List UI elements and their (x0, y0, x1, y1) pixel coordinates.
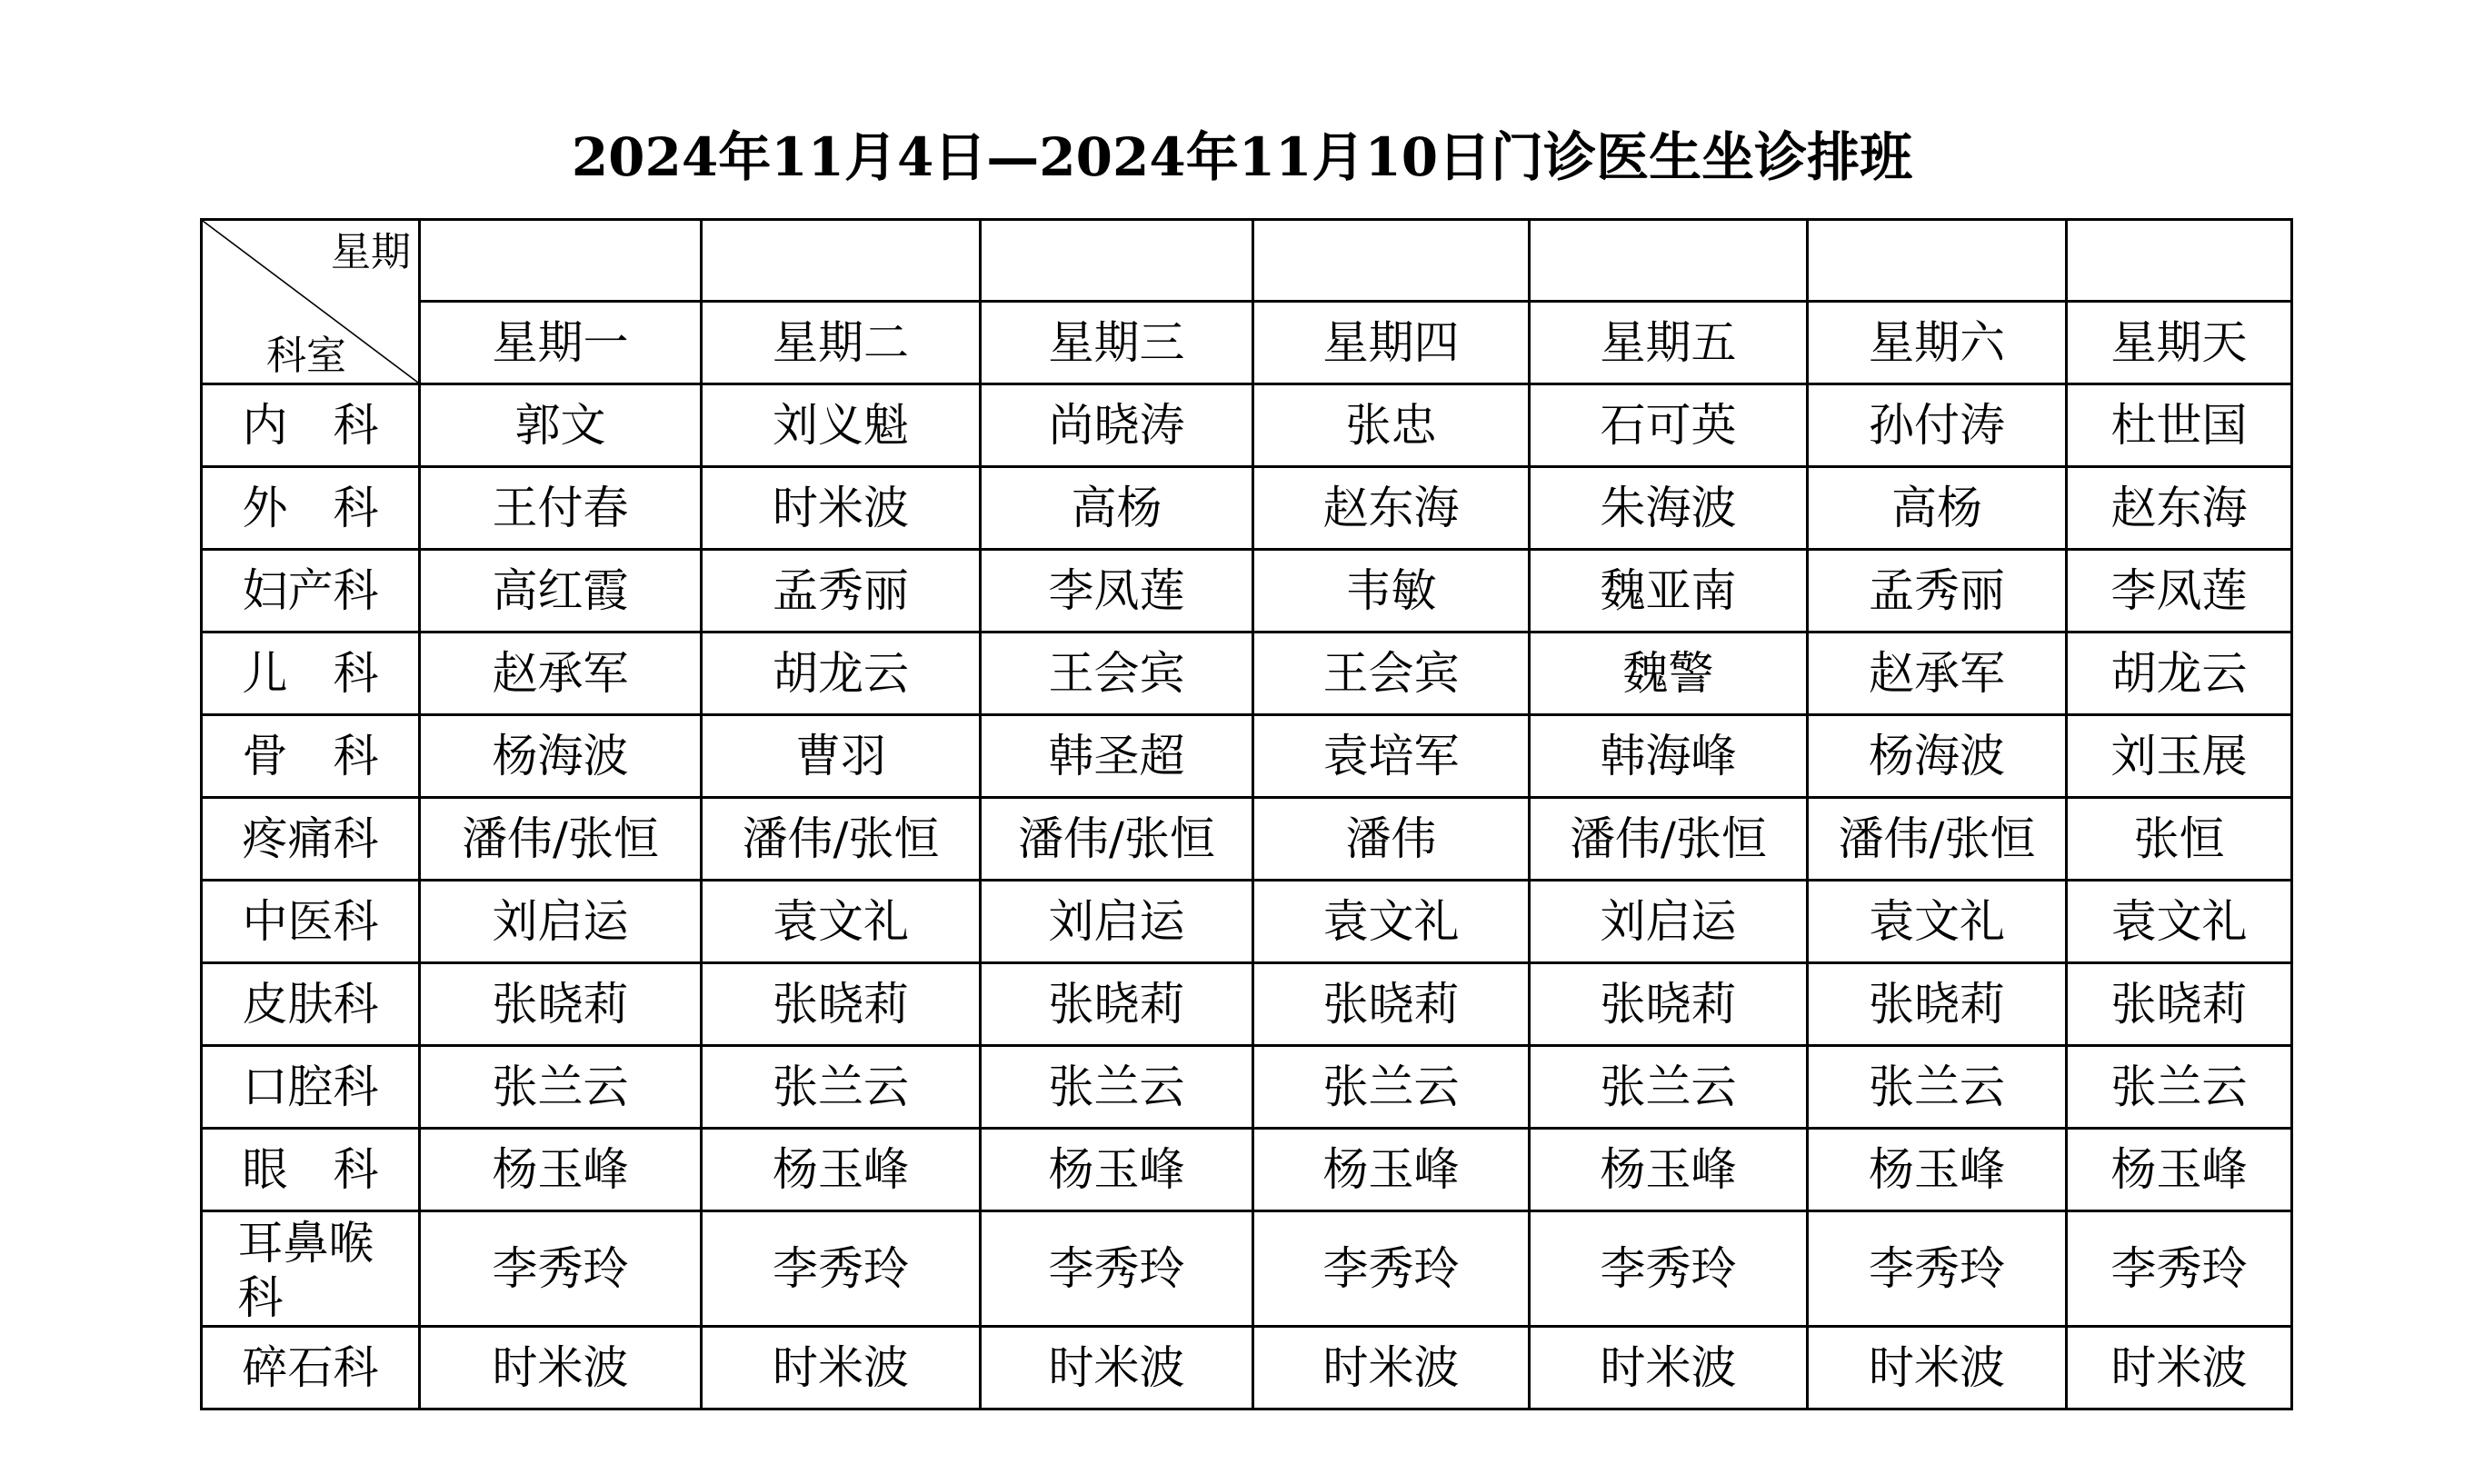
doctor-cell: 刘启运 (981, 881, 1253, 963)
doctor-cell: 袁培军 (1253, 715, 1530, 798)
weekday-header-mon: 星期一 (420, 302, 702, 384)
table-row (202, 550, 2292, 632)
department-cell (202, 1046, 420, 1129)
doctor-cell: 张兰云 (2067, 1046, 2292, 1129)
doctor-cell: 张兰云 (1253, 1046, 1530, 1129)
doctor-cell: 张晓莉 (2067, 963, 2292, 1046)
doctor-cell: 张兰云 (1808, 1046, 2067, 1129)
department-label: 口腔科 (242, 1061, 379, 1113)
department-cell (202, 715, 420, 798)
doctor-cell: 张晓莉 (1530, 963, 1808, 1046)
doctor-cell: 杨海波 (420, 715, 702, 798)
doctor-cell: 时米波 (2067, 1327, 2292, 1409)
table-row (202, 963, 2292, 1046)
department-cell (202, 467, 420, 550)
empty-header-cell (981, 220, 1253, 302)
doctor-cell: 张忠 (1253, 384, 1530, 467)
doctor-cell: 张兰云 (1530, 1046, 1808, 1129)
doctor-cell: 杨玉峰 (1253, 1129, 1530, 1211)
department-cell (202, 632, 420, 715)
table-row (202, 467, 2292, 550)
doctor-cell: 时米波 (1530, 1327, 1808, 1409)
doctor-cell: 袁文礼 (2067, 881, 2292, 963)
doctor-cell: 杨玉峰 (2067, 1129, 2292, 1211)
doctor-cell: 尚晓涛 (981, 384, 1253, 467)
weekday-header-wed: 星期三 (981, 302, 1253, 384)
department-label: 碎石科 (242, 1341, 379, 1394)
doctor-cell: 潘伟 (1253, 798, 1530, 881)
doctor-cell: 李秀玲 (981, 1211, 1253, 1327)
doctor-cell: 杨玉峰 (1808, 1129, 2067, 1211)
department-cell (202, 550, 420, 632)
doctor-cell: 韩圣超 (981, 715, 1253, 798)
doctor-cell: 胡龙云 (2067, 632, 2292, 715)
doctor-cell: 赵东海 (2067, 467, 2292, 550)
doctor-cell: 王付春 (420, 467, 702, 550)
doctor-cell: 李秀玲 (702, 1211, 981, 1327)
doctor-cell: 时米波 (702, 467, 981, 550)
doctor-cell: 高红霞 (420, 550, 702, 632)
weekday-header-tue: 星期二 (702, 302, 981, 384)
header-top-row (202, 220, 2292, 302)
department-label: 儿 科 (242, 647, 379, 700)
doctor-cell: 刘义魁 (702, 384, 981, 467)
corner-header-cell (202, 220, 420, 384)
table-row (202, 632, 2292, 715)
weekday-header-row (202, 302, 2292, 384)
doctor-cell: 石可英 (1530, 384, 1808, 467)
weekday-header-thu: 星期四 (1253, 302, 1530, 384)
department-cell (202, 1327, 420, 1409)
doctor-cell: 高杨 (1808, 467, 2067, 550)
weekday-header-sat: 星期六 (1808, 302, 2067, 384)
table-row (202, 798, 2292, 881)
doctor-cell: 曹羽 (702, 715, 981, 798)
doctor-cell: 袁文礼 (1253, 881, 1530, 963)
doctor-cell: 时米波 (702, 1327, 981, 1409)
empty-header-cell (702, 220, 981, 302)
doctor-cell: 赵承军 (420, 632, 702, 715)
department-label: 皮肤科 (242, 978, 379, 1031)
table-row (202, 881, 2292, 963)
doctor-cell: 张晓莉 (1253, 963, 1530, 1046)
doctor-cell: 李秀玲 (1253, 1211, 1530, 1327)
doctor-cell: 杨玉峰 (420, 1129, 702, 1211)
weekday-header-sun: 星期天 (2067, 302, 2292, 384)
doctor-cell: 时米波 (1808, 1327, 2067, 1409)
doctor-cell: 袁文礼 (702, 881, 981, 963)
table-row (202, 1129, 2292, 1211)
doctor-cell: 孟秀丽 (1808, 550, 2067, 632)
doctor-cell: 孙付涛 (1808, 384, 2067, 467)
department-cell (202, 881, 420, 963)
doctor-cell: 潘伟/张恒 (702, 798, 981, 881)
table-row (202, 1046, 2292, 1129)
doctor-cell: 李秀玲 (1530, 1211, 1808, 1327)
department-cell (202, 1129, 420, 1211)
doctor-cell: 张晓莉 (702, 963, 981, 1046)
doctor-cell: 王会宾 (981, 632, 1253, 715)
table-row (202, 715, 2292, 798)
weekday-header-fri: 星期五 (1530, 302, 1808, 384)
doctor-cell: 魏警 (1530, 632, 1808, 715)
doctor-cell: 王会宾 (1253, 632, 1530, 715)
doctor-cell: 杨玉峰 (1530, 1129, 1808, 1211)
doctor-cell: 李凤莲 (981, 550, 1253, 632)
doctor-cell: 潘伟/张恒 (1808, 798, 2067, 881)
department-label: 内 科 (242, 399, 379, 452)
department-label: 中医科 (242, 895, 379, 948)
doctor-cell: 杨玉峰 (981, 1129, 1253, 1211)
doctor-cell: 郭文 (420, 384, 702, 467)
schedule-table (200, 218, 2293, 1410)
empty-header-cell (420, 220, 702, 302)
doctor-cell: 张兰云 (981, 1046, 1253, 1129)
doctor-cell: 胡龙云 (702, 632, 981, 715)
doctor-cell: 李凤莲 (2067, 550, 2292, 632)
doctor-cell: 潘伟/张恒 (420, 798, 702, 881)
doctor-cell: 朱海波 (1530, 467, 1808, 550)
doctor-cell: 张兰云 (420, 1046, 702, 1129)
department-cell (202, 1211, 420, 1327)
doctor-cell: 张恒 (2067, 798, 2292, 881)
doctor-cell: 韩海峰 (1530, 715, 1808, 798)
doctor-cell: 时米波 (420, 1327, 702, 1409)
doctor-cell: 刘启运 (1530, 881, 1808, 963)
doctor-cell: 赵承军 (1808, 632, 2067, 715)
department-cell (202, 384, 420, 467)
doctor-cell: 李秀玲 (1808, 1211, 2067, 1327)
doctor-cell: 李秀玲 (420, 1211, 702, 1327)
empty-header-cell (1253, 220, 1530, 302)
doctor-cell: 刘玉展 (2067, 715, 2292, 798)
doctor-cell: 潘伟/张恒 (1530, 798, 1808, 881)
doctor-cell: 袁文礼 (1808, 881, 2067, 963)
department-cell (202, 798, 420, 881)
department-label: 骨 科 (242, 730, 379, 782)
empty-header-cell (2067, 220, 2292, 302)
doctor-cell: 时米波 (981, 1327, 1253, 1409)
doctor-cell: 潘伟/张恒 (981, 798, 1253, 881)
doctor-cell: 李秀玲 (2067, 1211, 2292, 1327)
corner-weekday-label: 星期 (331, 229, 411, 275)
doctor-cell: 张晓莉 (420, 963, 702, 1046)
page-title: 2024年11月4日—2024年11月10日门诊医生坐诊排班 (571, 126, 1913, 188)
table-row (202, 1327, 2292, 1409)
corner-department-label: 科室 (266, 333, 346, 379)
department-cell (202, 963, 420, 1046)
department-label: 耳鼻喉科 (237, 1217, 374, 1324)
empty-header-cell (1530, 220, 1808, 302)
department-label: 外 科 (242, 482, 379, 534)
doctor-cell: 杨玉峰 (702, 1129, 981, 1211)
doctor-cell: 杜世国 (2067, 384, 2292, 467)
table-row (202, 1211, 2292, 1327)
department-label: 妇产科 (242, 564, 379, 617)
doctor-cell: 赵东海 (1253, 467, 1530, 550)
doctor-cell: 刘启运 (420, 881, 702, 963)
department-label: 疼痛科 (242, 812, 379, 865)
doctor-cell: 韦敏 (1253, 550, 1530, 632)
empty-header-cell (1808, 220, 2067, 302)
doctor-cell: 魏亚南 (1530, 550, 1808, 632)
doctor-cell: 高杨 (981, 467, 1253, 550)
doctor-cell: 孟秀丽 (702, 550, 981, 632)
table-row (202, 384, 2292, 467)
doctor-cell: 张晓莉 (981, 963, 1253, 1046)
doctor-cell: 时米波 (1253, 1327, 1530, 1409)
doctor-cell: 张兰云 (702, 1046, 981, 1129)
department-label: 眼 科 (242, 1143, 379, 1196)
doctor-cell: 杨海波 (1808, 715, 2067, 798)
doctor-cell: 张晓莉 (1808, 963, 2067, 1046)
